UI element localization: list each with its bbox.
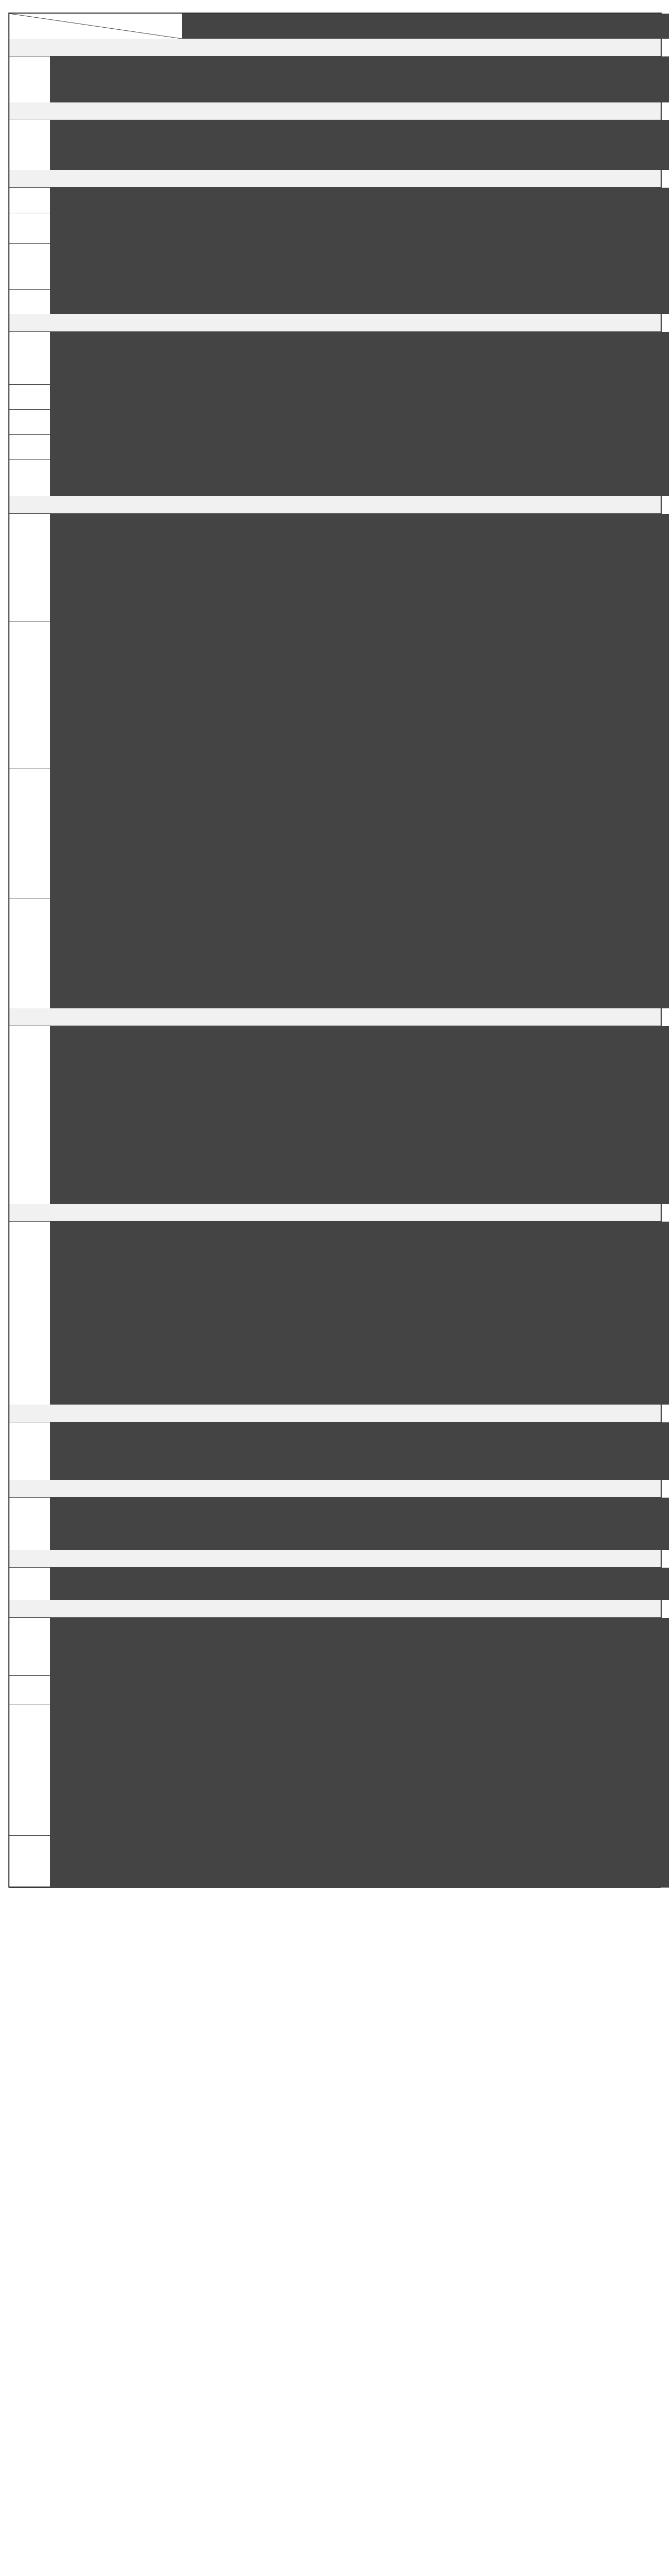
- row-number: [9, 1498, 50, 1550]
- row-number: [9, 332, 50, 384]
- section-heading: [9, 1008, 661, 1026]
- row-number: [9, 1222, 50, 1405]
- section-title: [9, 102, 661, 120]
- section-title: [9, 1600, 661, 1617]
- section-title: [9, 314, 661, 331]
- row-number: [9, 1618, 50, 1675]
- row-number: [9, 188, 50, 213]
- row-number: [9, 384, 50, 409]
- section-heading: [9, 170, 661, 188]
- notes-section: [8, 1897, 662, 2305]
- column-rule: [519, 332, 669, 496]
- row-number: [9, 514, 50, 622]
- section-heading: [9, 1480, 661, 1498]
- row-number: [9, 289, 50, 314]
- row-number: [9, 409, 50, 434]
- column-rule: [519, 1222, 669, 1405]
- notes-title: [8, 1897, 662, 1915]
- section-title: [9, 1550, 661, 1567]
- row-number: [9, 899, 50, 1008]
- section-heading: [9, 1550, 661, 1568]
- row-number: [9, 243, 50, 289]
- column-rule: [519, 120, 669, 170]
- column-rule: [519, 1568, 669, 1600]
- row-number: [9, 1675, 50, 1705]
- section-title: [9, 170, 661, 187]
- row-number: [9, 213, 50, 243]
- section-heading: [9, 39, 661, 56]
- row-number: [9, 459, 50, 496]
- column-rule: [519, 14, 669, 39]
- section-heading: [9, 496, 661, 514]
- column-rule: [519, 1498, 669, 1550]
- column-rule: [519, 56, 669, 102]
- row-number: [9, 56, 50, 102]
- section-title: [9, 496, 661, 513]
- row-number: [9, 622, 50, 768]
- column-rule: [519, 1618, 669, 1888]
- section-heading: [9, 314, 661, 332]
- column-rule: [519, 1422, 669, 1480]
- section-title: [9, 1008, 661, 1026]
- row-number: [9, 120, 50, 170]
- row-number: [9, 1422, 50, 1480]
- row-number: [9, 1705, 50, 1835]
- section-title: [9, 39, 661, 56]
- header-diagonal-line: [9, 14, 182, 39]
- row-number: [9, 768, 50, 899]
- section-heading: [9, 1405, 661, 1422]
- row-number: [9, 1835, 50, 1888]
- column-rule: [519, 1026, 669, 1204]
- section-title: [9, 1480, 661, 1497]
- column-rule: [519, 514, 669, 1008]
- section-heading: [9, 1600, 661, 1618]
- column-rule: [519, 188, 669, 314]
- row-number: [9, 434, 50, 459]
- section-title: [9, 1405, 661, 1422]
- row-number: [9, 1026, 50, 1204]
- section-heading: [9, 1204, 661, 1222]
- section-heading: [9, 102, 661, 120]
- section-title: [9, 1204, 661, 1221]
- row-number: [9, 1568, 50, 1600]
- management-category-table: [8, 13, 662, 1888]
